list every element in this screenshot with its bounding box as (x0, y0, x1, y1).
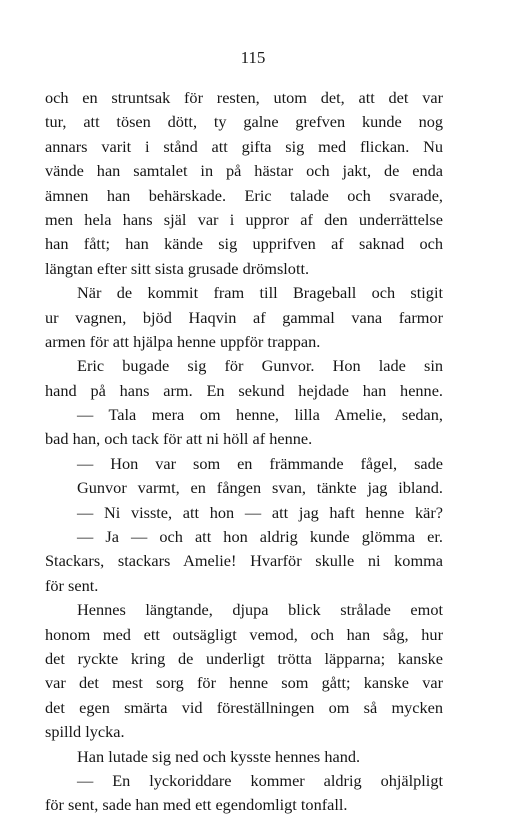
text-line: — Ja — och att hon aldrig kunde glömma er. (77, 527, 443, 547)
text-line: tur, att tösen dött, ty galne grefven kunde nog (45, 112, 443, 132)
text-line: Eric bugade sig för Gunvor. Hon lade sin (77, 356, 443, 376)
text-line: och en struntsak för resten, utom det, att det var (45, 88, 443, 107)
text-line: spilld lycka. (45, 722, 125, 742)
text-line: hand på hans arm. En sekund hejdade han henne. (45, 380, 443, 400)
text-line: var det mest sorg för henne som gått; kanske var (45, 673, 443, 693)
body-text (45, 86, 443, 818)
text-line: — Ni visste, att hon — att jag haft henne kär? (77, 502, 443, 522)
text-line: för sent. (45, 575, 99, 595)
text-line: Han lutade sig ned och kysste hennes hand. (77, 746, 361, 766)
text-line: han fått; han kände sig upprifven af saknad och (45, 234, 443, 254)
text-line: Gunvor varmt, en fången svan, tänkte jag ibland. (77, 478, 443, 498)
text-line: annars varit i stånd att gifta sig med flickan. Nu (45, 136, 443, 156)
text-line: det ryckte kring de underligt trötta läpparna; kanske (45, 648, 443, 668)
text-line: bad han, och tack för att ni höll af henne. (45, 429, 313, 449)
text-line: ur vagnen, bjöd Haqvin af gammal vana farmor (45, 307, 443, 327)
text-line: honom med ett outsägligt vemod, och han såg, hur (45, 624, 443, 644)
text-line: men hela hans själ var i uppror af den underrättelse (45, 209, 443, 229)
text-line: — Tala mera om henne, lilla Amelie, sedan, (77, 405, 443, 425)
text-line: Stackars, stackars Amelie! Hvarför skulle ni komma (45, 551, 443, 571)
text-line: armen för att hjälpa henne uppför trappan. (45, 331, 321, 351)
text-line: Hennes längtande, djupa blick strålade emot (77, 600, 443, 620)
text-line: — En lyckoriddare kommer aldrig ohjälpligt (77, 770, 443, 790)
text-line: längtan efter sitt sista grusade drömslott. (45, 258, 310, 278)
text-line: det egen smärta vid föreställningen om så mycken (45, 697, 443, 717)
text-line: för sent, sade han med ett egendomligt tonfall. (45, 795, 348, 815)
page-number: 115 (240, 48, 266, 67)
text-line: — Hon var som en främmande fågel, sade (77, 453, 443, 473)
text-line: När de kommit fram till Brageball och stigit (77, 283, 443, 303)
text-line: vände han samtalet in på hästar och jakt, de enda (45, 161, 443, 181)
text-line: ämnen han behärskade. Eric talade och svarade, (45, 185, 443, 205)
